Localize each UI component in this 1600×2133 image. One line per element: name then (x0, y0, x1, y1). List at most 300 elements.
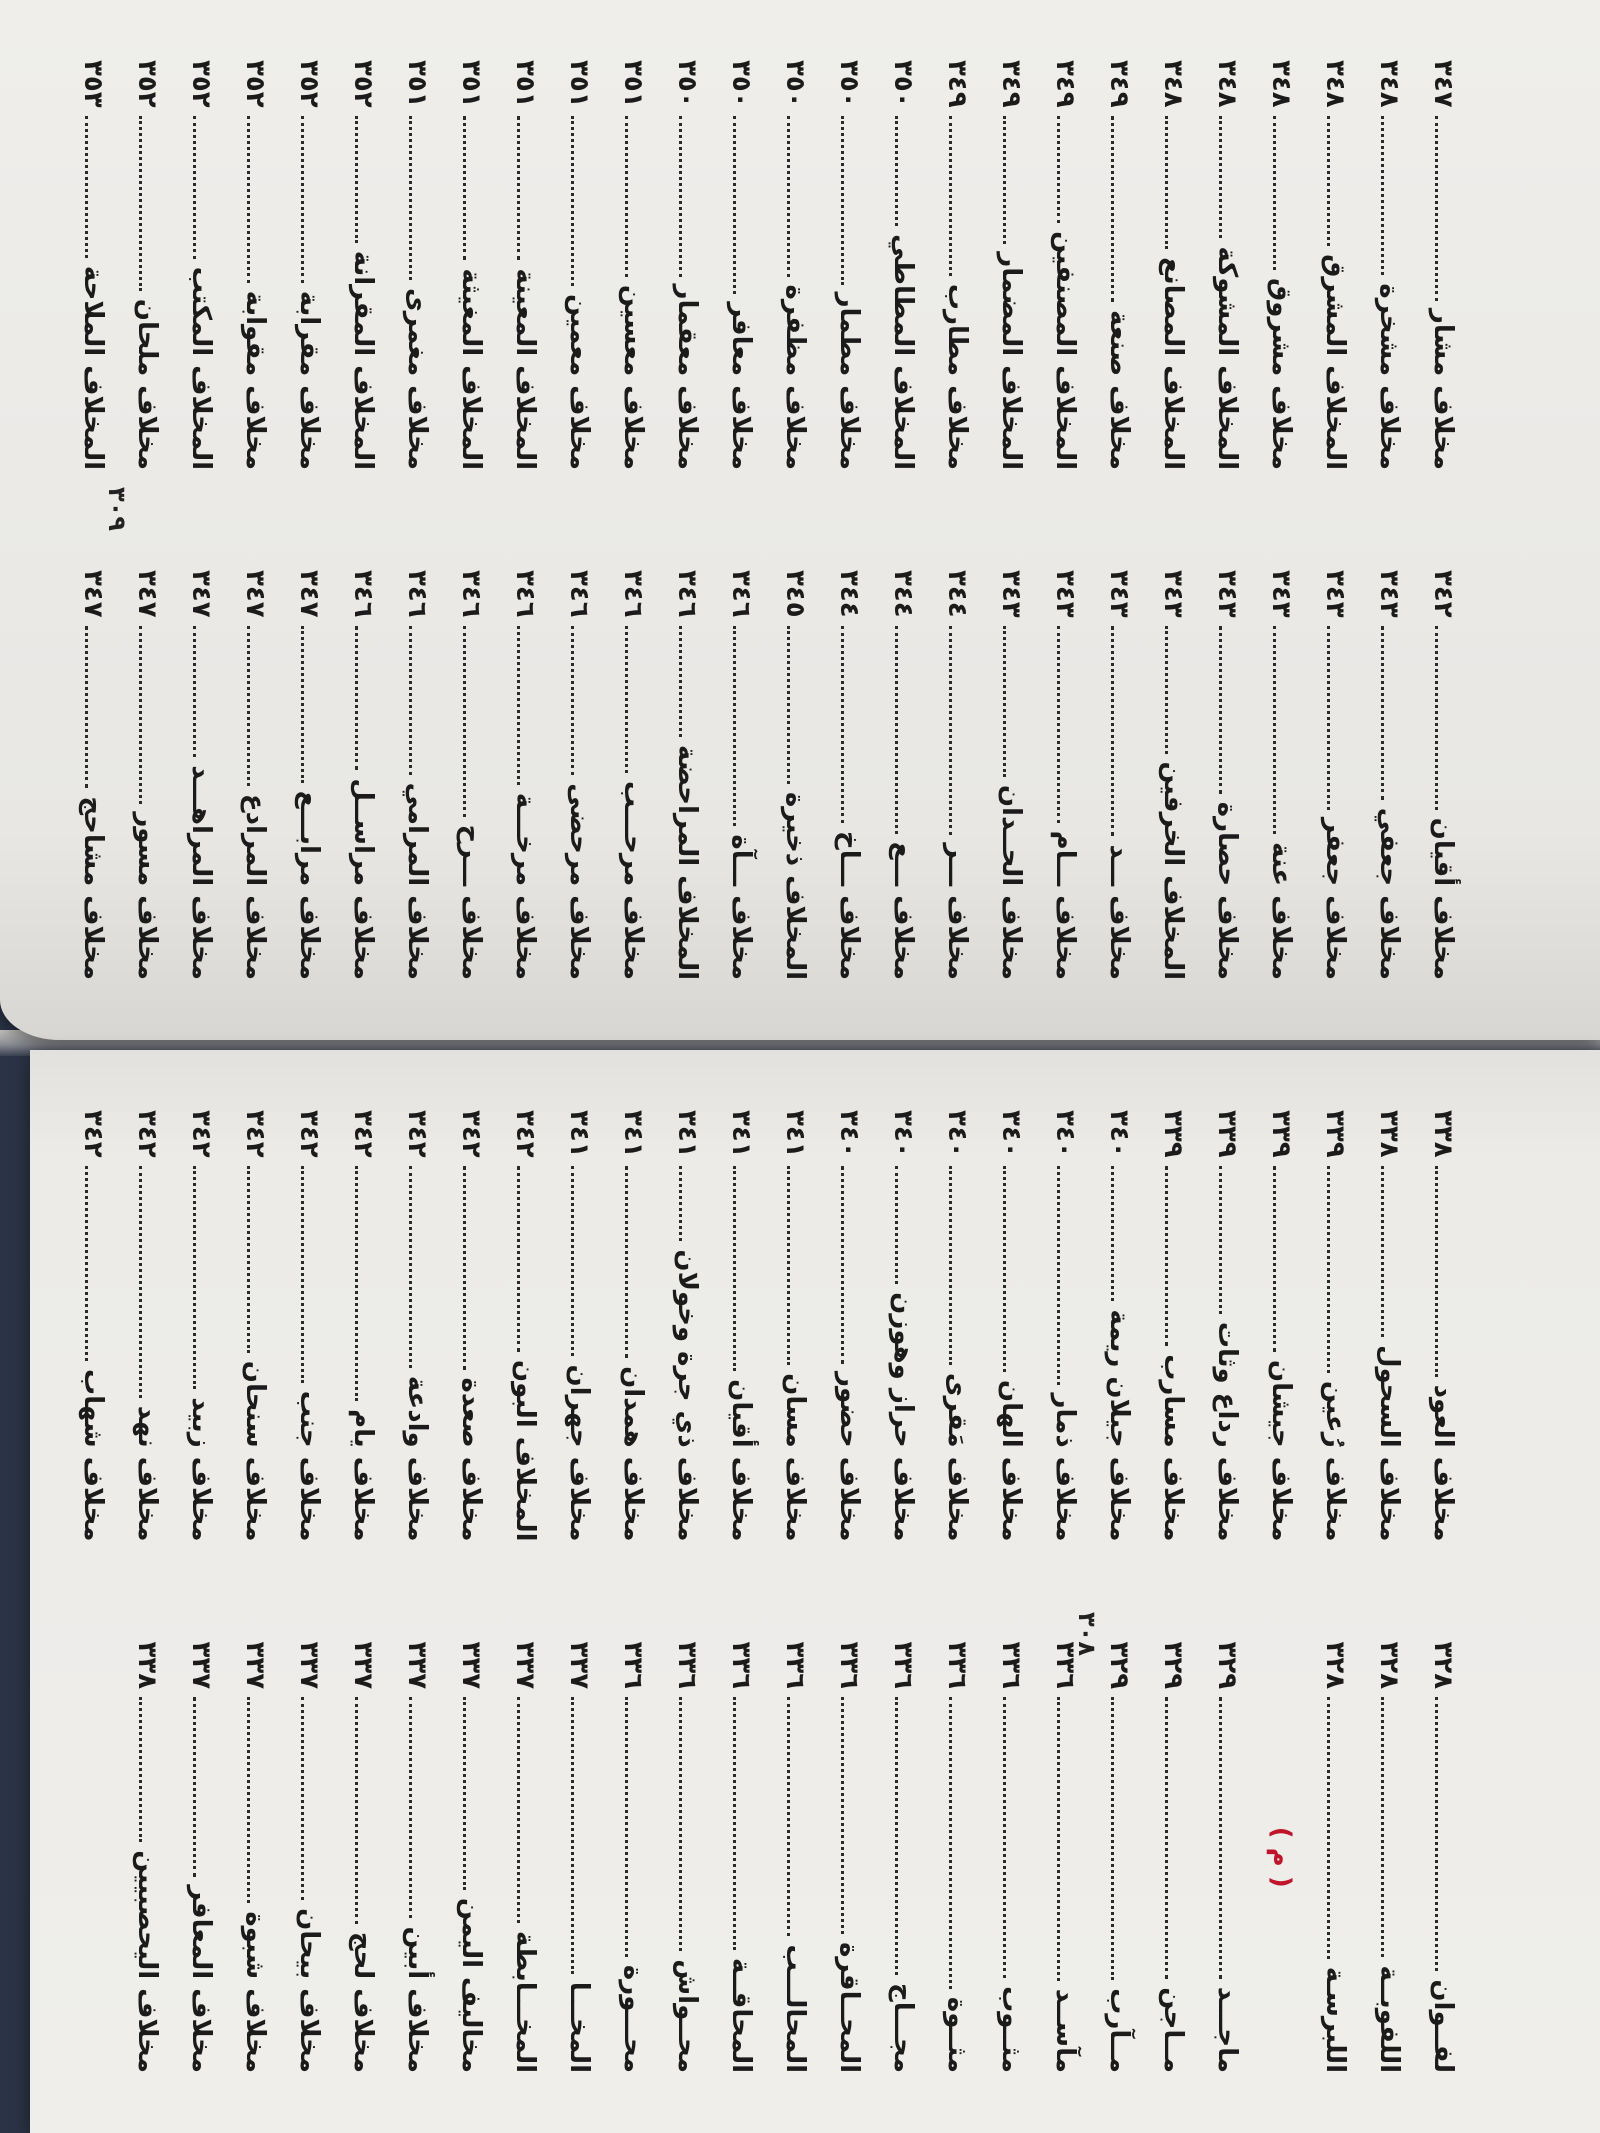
index-entry (1254, 1110, 1308, 1542)
dot-leader (86, 116, 89, 258)
dot-leader (302, 1166, 305, 1383)
index-entry (228, 60, 282, 470)
index-entry (552, 60, 606, 470)
entry-name: المخـــا (564, 1981, 594, 2073)
entry-name: مخلاف مطمار (834, 292, 864, 470)
entry-page-number: ٣٣٩ (1266, 1110, 1296, 1158)
dot-leader (734, 1166, 737, 1372)
entry-page-number: ٣٤٤ (888, 570, 918, 618)
index-entry (1362, 570, 1416, 980)
index-entry (1200, 60, 1254, 470)
dot-leader (410, 116, 413, 280)
index-entry (1038, 1642, 1092, 2074)
entry-page-number: ٣٤٢ (132, 1110, 162, 1158)
entry-name: المخلاف المراحضة (672, 744, 702, 980)
index-entry (660, 1642, 714, 2074)
index-column-right (30, 1642, 1470, 2074)
entry-page-number: ٣٤٩ (1104, 60, 1134, 108)
entry-page-number: ٣٤٣ (1158, 570, 1188, 618)
page-309-text (0, 0, 1600, 1040)
dot-leader (842, 1166, 845, 1364)
entry-page-number: ٣٣٦ (780, 1641, 810, 1690)
dot-leader (896, 1166, 899, 1285)
entry-name: مخلاف جيلان ريمة (1104, 1309, 1134, 1542)
entry-name: مــاجن (1158, 1987, 1188, 2073)
entry-page-number: ٣٤٧ (78, 570, 108, 618)
index-entry (444, 570, 498, 980)
dot-leader (1112, 116, 1115, 302)
entry-page-number: ٣٤٢ (240, 1110, 270, 1158)
entry-name: مخلاف المرادع (240, 793, 270, 980)
entry-name: مخلاف مشار (1428, 308, 1458, 470)
entry-page-number: ٣٣٧ (402, 1641, 432, 1690)
index-entry (228, 1110, 282, 1542)
index-entry (714, 570, 768, 980)
dot-leader (356, 1166, 359, 1401)
entry-name: مخلاف وادعة (402, 1375, 432, 1542)
dot-leader (1220, 1697, 1223, 1979)
entry-page-number: ٣٣٩ (1320, 1110, 1350, 1158)
entry-page-number: ٣٥١ (510, 60, 540, 108)
index-entry (1416, 60, 1470, 470)
entry-page-number: ٣٤٢ (348, 1110, 378, 1158)
entry-page-number: ٣٢٨ (1320, 1641, 1350, 1690)
entry-page-number: ٣٥٠ (726, 60, 756, 108)
entry-name: مخلاف معسين (618, 284, 648, 470)
entry-name: مخلاف مرحـــب (618, 780, 648, 980)
entry-page-number: ٣٣٦ (996, 1641, 1026, 1690)
entry-page-number: ٣٤٢ (294, 1110, 324, 1158)
entry-name: مخلاف مرحضى (564, 783, 594, 980)
index-entry (930, 1110, 984, 1542)
entry-page-number: ٣٥٠ (888, 60, 918, 108)
dot-leader (302, 1697, 305, 1900)
dot-leader (734, 116, 737, 295)
index-entry (606, 570, 660, 980)
entry-name: المخلاف المشوكة (1212, 246, 1242, 470)
index-entry (282, 1110, 336, 1542)
entry-name: مآســد (1050, 1988, 1080, 2073)
entry-page-number: ٣٣٦ (618, 1641, 648, 1690)
dot-leader (140, 116, 143, 291)
entry-page-number: ٣٤٨ (1374, 60, 1404, 108)
entry-page-number: ٣٤٣ (1320, 570, 1350, 618)
dot-leader (1328, 1697, 1331, 1959)
entry-name: مخلاف مشخرة (1374, 283, 1404, 470)
entry-name: مخلاف معافر (726, 302, 756, 470)
dot-leader (1436, 626, 1439, 810)
index-entry (822, 1110, 876, 1542)
dot-leader (680, 1166, 683, 1242)
entry-name: محــواش (672, 1959, 702, 2073)
entry-name: مجـــاج (888, 1983, 918, 2073)
dot-leader (1004, 116, 1007, 245)
entry-name: مخلاف نهد (132, 1405, 162, 1542)
entry-name: المخلاف المضمار (996, 252, 1026, 470)
dot-leader (572, 1166, 575, 1357)
index-entry (930, 60, 984, 470)
entry-page-number: ٣٤٧ (186, 570, 216, 618)
entry-name: مخلاف رُعين (1320, 1380, 1350, 1542)
entry-page-number: ٣٢٨ (1428, 1641, 1458, 1690)
entry-page-number: ٣٤٢ (402, 1110, 432, 1158)
entry-page-number: ٣٤٠ (888, 1110, 918, 1158)
index-entry (498, 570, 552, 980)
dot-leader (896, 626, 899, 834)
index-entry (498, 1110, 552, 1542)
page-308-text (30, 1050, 1600, 2133)
entry-page-number: ٣٣٧ (456, 1641, 486, 1690)
entry-name: مخلاف صعدة (456, 1377, 486, 1542)
dot-leader (950, 1697, 953, 1989)
dot-leader (86, 1166, 89, 1361)
dot-leader (896, 1697, 899, 1975)
index-entry (552, 1110, 606, 1542)
dot-leader (1382, 1697, 1385, 1957)
entry-page-number: ٣٣٩ (1158, 1110, 1188, 1158)
index-entry (1146, 1110, 1200, 1542)
entry-name: مخلاف مقرابة (294, 290, 324, 470)
entry-page-number: ٣٥٠ (834, 60, 864, 108)
entry-page-number: ٣٤٧ (132, 570, 162, 618)
entry-page-number: ٣٤٣ (1050, 570, 1080, 618)
entry-name: المخلاف المصنفين (1050, 231, 1080, 470)
dot-leader (842, 626, 845, 823)
dot-leader (140, 1697, 143, 1842)
entry-page-number: ٣٥٢ (186, 60, 216, 108)
entry-name: مخلاف ـــام (1050, 830, 1080, 980)
entry-name: اللبرسـة (1320, 1966, 1350, 2073)
index-entry (714, 60, 768, 470)
entry-name: لفــوان (1428, 1979, 1458, 2073)
dot-leader (842, 116, 845, 285)
index-entry (66, 570, 120, 980)
index-entry (606, 1642, 660, 2074)
entry-page-number: ٣٤٨ (1212, 60, 1242, 108)
entry-name: مثــوة (942, 1996, 972, 2073)
index-entry (930, 1642, 984, 2074)
entry-page-number: ٣٣٧ (510, 1641, 540, 1690)
index-entry (984, 1642, 1038, 2074)
entry-name: المخلاف الخرفين (1158, 761, 1188, 980)
entry-name: المخلاف المغيثة (456, 268, 486, 470)
dot-leader (1220, 626, 1223, 794)
entry-page-number: ٣٤١ (618, 1110, 648, 1158)
entry-name: مخلاف مراســل (348, 778, 378, 980)
entry-page-number: ٣٤١ (672, 1110, 702, 1158)
entry-name: المحــاقرة (834, 1942, 864, 2073)
dot-leader (1112, 1697, 1115, 1980)
entry-name: مخلاف معمين (564, 293, 594, 470)
entry-page-number: ٣٤٧ (240, 570, 270, 618)
entry-page-number: ٣٤٩ (996, 60, 1026, 108)
entry-name: مخلاف ـــرح (456, 824, 486, 980)
dot-leader (788, 626, 791, 784)
index-entry (1254, 1642, 1308, 2074)
dot-leader (248, 116, 251, 283)
entry-name: المخلاف المكتب (186, 266, 216, 470)
entry-name: مخلاف يام (348, 1409, 378, 1542)
entry-name: مخلاف شهاب (78, 1369, 108, 1542)
entry-page-number: ٣٤٦ (672, 570, 702, 618)
entry-name: مخلاف مقوابة (240, 290, 270, 470)
dot-leader (1166, 116, 1169, 250)
dot-leader (1112, 1166, 1115, 1302)
dot-leader (248, 626, 251, 786)
page-309 (0, 0, 1600, 1040)
index-column-left (30, 1110, 1470, 1542)
entry-name: مخلاف معقمار (672, 284, 702, 470)
entry-page-number: ٣٥٢ (132, 60, 162, 108)
index-column-left (0, 60, 1470, 470)
index-entry (390, 570, 444, 980)
dot-leader (464, 1697, 467, 1890)
section-letter: ( م ) (1266, 1826, 1296, 1888)
index-entry (552, 570, 606, 980)
entry-name: مخلاف حراز وهوزن (888, 1292, 918, 1542)
dot-leader (194, 626, 197, 758)
entry-page-number: ٣٤٠ (1104, 1110, 1134, 1158)
index-entry (1308, 1642, 1362, 2074)
index-entry (822, 60, 876, 470)
dot-leader (572, 626, 575, 776)
entry-name: المخلاف ذخيرة (780, 791, 810, 980)
entry-name: ماجـــد (1212, 1986, 1242, 2073)
entry-name: مخلاف شبوة (240, 1911, 270, 2073)
entry-page-number: ٣٥١ (564, 60, 594, 108)
index-column-right (0, 570, 1470, 980)
entry-page-number: ٣٣٦ (726, 1641, 756, 1690)
index-entry (984, 60, 1038, 470)
index-entry (282, 60, 336, 470)
entry-page-number: ٣٣٦ (888, 1641, 918, 1690)
entry-page-number: ٣٤٦ (348, 570, 378, 618)
dot-leader (518, 1697, 521, 1923)
dot-leader (950, 116, 953, 276)
entry-name: مخلاف المرامي (402, 782, 432, 980)
index-entry (768, 1110, 822, 1542)
entry-page-number: ٣٤٠ (834, 1110, 864, 1158)
entry-name: مخلاف الحــدان (996, 784, 1026, 980)
index-entry (822, 1642, 876, 2074)
entry-name: مخلاف مرخـــة (510, 792, 540, 980)
index-entry (1092, 60, 1146, 470)
entry-page-number: ٣٤٩ (942, 60, 972, 108)
index-entry (1092, 1642, 1146, 2074)
dot-leader (1382, 116, 1385, 276)
dot-leader (680, 1697, 683, 1951)
dot-leader (464, 116, 467, 261)
entry-name: المخلاف المصانع (1158, 257, 1188, 470)
entry-page-number: ٣٤٨ (1320, 60, 1350, 108)
index-entry (1146, 60, 1200, 470)
entry-page-number: ٣٣٦ (1050, 1641, 1080, 1690)
index-entry (1146, 570, 1200, 980)
index-entry (390, 1110, 444, 1542)
index-entry (120, 1110, 174, 1542)
dot-leader (734, 1697, 737, 1950)
entry-page-number: ٣٤٧ (1428, 60, 1458, 108)
dot-leader (896, 116, 899, 227)
entry-page-number: ٣٤٠ (1050, 1110, 1080, 1158)
index-entry (120, 1642, 174, 2074)
entry-name: مخاليف اليمن (456, 1897, 486, 2073)
entry-name: مخلاف مرابـــع (294, 790, 324, 980)
entry-page-number: ٣٤٢ (510, 1110, 540, 1158)
index-entry (1308, 1110, 1362, 1542)
dot-leader (626, 1166, 629, 1358)
entry-name: مخلاف صنعة (1104, 309, 1134, 470)
index-entry (1038, 60, 1092, 470)
entry-page-number: ٣٢٩ (1212, 1641, 1242, 1690)
entry-page-number: ٣٤٦ (402, 570, 432, 618)
entry-name: مخلاف مظفرة (780, 284, 810, 470)
dot-leader (842, 1697, 845, 1934)
entry-page-number: ٣٤٦ (726, 570, 756, 618)
entry-page-number: ٣٤٣ (1266, 570, 1296, 618)
dot-leader (1274, 116, 1277, 270)
dot-leader (1436, 116, 1439, 301)
dot-leader (626, 626, 629, 773)
entry-name: مخلاف جهران (564, 1364, 594, 1542)
index-entry (1362, 1642, 1416, 2074)
index-entry (768, 60, 822, 470)
dot-leader (140, 1166, 143, 1398)
entry-name: مخلاف همدان (618, 1366, 648, 1542)
dot-leader (194, 1166, 197, 1390)
dot-leader (1004, 626, 1007, 777)
dot-leader (1112, 626, 1115, 837)
dot-leader (1382, 1166, 1385, 1337)
index-entry (660, 1110, 714, 1542)
entry-name: مخلاف مشروق (1266, 278, 1296, 470)
entry-page-number: ٣٤٢ (186, 1110, 216, 1158)
dot-leader (464, 626, 467, 817)
index-entry (1416, 570, 1470, 980)
entry-page-number: ٣٤٤ (834, 570, 864, 618)
entry-page-number: ٣٥٠ (780, 60, 810, 108)
index-entry (228, 1642, 282, 2074)
page-number: ٣٠٨ (1072, 1612, 1101, 1656)
entry-name: مخلاف سنحان (240, 1360, 270, 1542)
dot-leader (1004, 1697, 1007, 1978)
index-entry (1308, 570, 1362, 980)
dot-leader (1220, 1166, 1223, 1314)
entry-name: مخلاف ذمار (1050, 1393, 1080, 1542)
entry-name: مخلاف أقيان (726, 1379, 756, 1542)
entry-name: مخلاف بيحان (294, 1908, 324, 2073)
dot-leader (1382, 626, 1385, 800)
dot-leader (626, 116, 629, 277)
dot-leader (950, 626, 953, 836)
index-entry (768, 570, 822, 980)
dot-leader (518, 116, 521, 261)
entry-page-number: ٣٥٢ (294, 60, 324, 108)
index-entry (66, 60, 120, 470)
dot-leader (572, 1697, 575, 1974)
index-entry (660, 570, 714, 980)
index-entry (66, 1110, 120, 1542)
index-entry (1416, 1110, 1470, 1542)
entry-page-number: ٣٤٦ (456, 570, 486, 618)
entry-page-number: ٣٣٦ (672, 1641, 702, 1690)
dot-leader (788, 116, 791, 277)
index-entry (120, 570, 174, 980)
entry-name: مخلاف اليحصبيين (132, 1850, 162, 2073)
entry-page-number: ٣٥١ (618, 60, 648, 108)
entry-page-number: ٣٤٣ (1212, 570, 1242, 618)
index-entry (984, 570, 1038, 980)
index-entry (714, 1110, 768, 1542)
entry-page-number: ٣٤٨ (1158, 60, 1188, 108)
index-entry (282, 570, 336, 980)
entry-name: مخلاف ـــد (1104, 844, 1134, 980)
entry-page-number: ٣٤٢ (456, 1110, 486, 1158)
dot-leader (1004, 1166, 1007, 1372)
entry-page-number: ٣٤٠ (942, 1110, 972, 1158)
entry-page-number: ٣٣٧ (564, 1641, 594, 1690)
dot-leader (1058, 626, 1061, 823)
entry-name: مخلاف أقيان (1428, 817, 1458, 980)
entry-name: مخلاف ـــع (888, 841, 918, 980)
entry-page-number: ٣٤١ (780, 1110, 810, 1158)
index-entry (498, 60, 552, 470)
entry-name: مخلاف أبين (402, 1926, 432, 2073)
entry-page-number: ٣٥٠ (672, 60, 702, 108)
entry-name: مخلاف العود (1428, 1384, 1458, 1542)
entry-name: مخلاف السحول (1374, 1344, 1404, 1542)
entry-name: مخلاف رداع وثات (1212, 1321, 1242, 1542)
entry-page-number: ٣٤٠ (996, 1110, 1026, 1158)
index-entry (1200, 570, 1254, 980)
entry-name: مخلاف مشاحج (78, 796, 108, 980)
dot-leader (1274, 626, 1277, 834)
entry-page-number: ٣٤٢ (78, 1110, 108, 1158)
index-entry (1362, 60, 1416, 470)
dot-leader (1166, 1697, 1169, 1979)
entry-name: مخلاف ـــر (942, 843, 972, 980)
entry-name: مخلاف مَقرى (942, 1372, 972, 1542)
index-entry (984, 1110, 1038, 1542)
index-entry (930, 570, 984, 980)
dot-leader (950, 1166, 953, 1365)
dot-leader (1058, 1697, 1061, 1981)
dot-leader (248, 1697, 251, 1903)
entry-page-number: ٣٢٩ (1104, 1641, 1134, 1690)
entry-page-number: ٣٣٧ (186, 1641, 216, 1690)
dot-leader (356, 626, 359, 771)
entry-name: مثــوب (996, 1986, 1026, 2073)
dot-leader (302, 626, 305, 783)
entry-name: مخلاف زبيد (186, 1397, 216, 1542)
entry-page-number: ٣٤٣ (1374, 570, 1404, 618)
dot-leader (410, 1697, 413, 1918)
index-entry (1038, 570, 1092, 980)
index-entry (1416, 1642, 1470, 2074)
dot-leader (1436, 1166, 1439, 1377)
entry-name: مخلاف ذي جرة وخولان (672, 1249, 702, 1542)
index-entry (390, 1642, 444, 2074)
index-entry (876, 570, 930, 980)
index-entry (876, 1642, 930, 2074)
index-entry (120, 60, 174, 470)
entry-name: المخلاف البون (510, 1359, 540, 1542)
dot-leader (194, 116, 197, 259)
dot-leader (464, 1166, 467, 1370)
entry-page-number: ٣٥١ (402, 60, 432, 108)
dot-leader (626, 1697, 629, 1957)
index-entry (336, 570, 390, 980)
